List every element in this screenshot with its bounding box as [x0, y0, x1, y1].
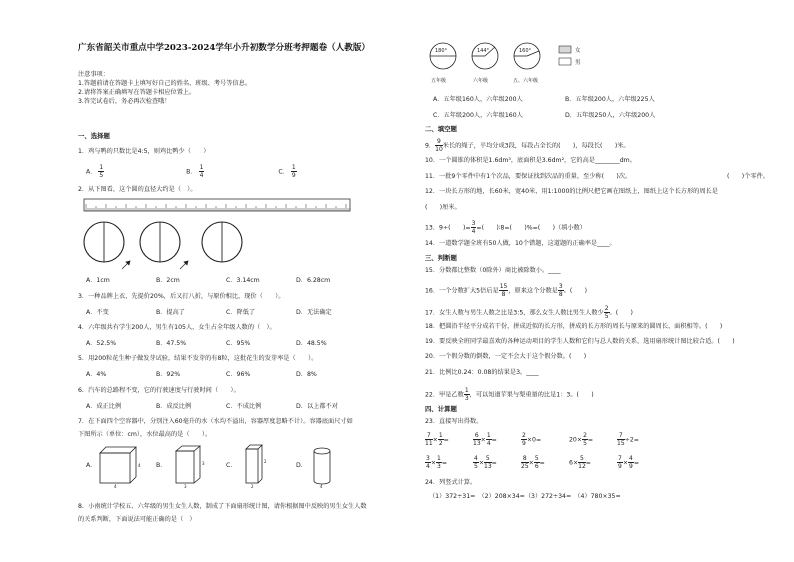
- option: C．3.14cm: [226, 277, 260, 284]
- question-20: 20．一个假分数的倒数，一定不会大于这个假分数。( ): [425, 353, 587, 360]
- calc-item: $\frac{7}{11}$ × $\frac{1}{2}$ =: [425, 432, 449, 447]
- option: D．: [296, 462, 307, 469]
- section-calc: 四、计算题: [425, 405, 457, 413]
- option: D．以上都不对: [296, 403, 338, 410]
- pie-angle-label: 160°: [519, 48, 532, 54]
- fraction: $\frac{3}{8}$: [558, 283, 563, 298]
- fraction: $\frac{5}{12}$: [578, 455, 586, 470]
- fraction: $\frac{4}{9}$: [629, 455, 633, 470]
- calc-item: 20× $\frac{2}{5}$ =: [569, 432, 594, 447]
- option-c-label: C．: [278, 168, 289, 176]
- fraction: $\frac{1}{2}$: [438, 432, 443, 447]
- fraction: $\frac{6}{13}$: [473, 432, 481, 447]
- fraction: $\frac{1}{5}$: [99, 164, 104, 179]
- q8-option: B．五年级200人，六年级225人: [565, 96, 655, 103]
- calc-row: [425, 432, 665, 450]
- question-5: 5．用200粒花生种子做发芽试验，结果不发芽的有8粒，这批花生的发芽率是（ ）。: [78, 355, 318, 362]
- question-23: 23．直接写出得数。: [425, 418, 483, 425]
- legend-female-swatch: [559, 46, 571, 53]
- fraction: $\frac{2}{9}$: [522, 432, 526, 447]
- calc-item: $\frac{8}{25}$ × $\frac{5}{6}$ =: [521, 455, 545, 470]
- question-17: 17．女生人数与男生人数之比是3:5，那么女生人数比男生人数少 $\frac{2}{5}$ 。( ): [425, 305, 633, 320]
- legend-female-label: 女: [575, 48, 581, 54]
- question-3: 3．一种品牌上衣，先提价20%，后又打八折，与原价相比，现价（ ）。: [78, 293, 285, 300]
- fraction: $\frac{1}{4}$: [486, 432, 491, 447]
- svg-text:2: 2: [251, 484, 254, 489]
- ruler-circles-figure: [82, 197, 354, 273]
- pie-caption: 六年级: [473, 78, 489, 84]
- pie-angle-label: 180°: [435, 48, 448, 54]
- question-24-items: （1）372÷31= （2）208×34=（3）272÷34= （4）780×35=: [429, 493, 621, 500]
- option: C．: [226, 462, 237, 469]
- fraction: $\frac{4}{5}$: [474, 455, 478, 470]
- fraction: $\frac{8}{25}$: [521, 455, 529, 470]
- svg-text:3: 3: [184, 484, 187, 489]
- option: B．2cm: [156, 277, 180, 284]
- calc-item: 6× $\frac{5}{12}$ =: [569, 455, 591, 470]
- fraction: $\frac{7}{11}$: [425, 432, 433, 447]
- pie-caption: 五、六年级: [513, 78, 539, 84]
- calc-item: $\frac{6}{13}$ × $\frac{1}{4}$ =: [473, 432, 497, 447]
- question-11: 11．一批9个零件中有1个次品，要保证找到次品的重量，至少称( )次。: [425, 173, 632, 180]
- calc-item: $\frac{7}{9}$ × $\frac{4}{9}$ =: [618, 455, 640, 470]
- cuboid-icon: [246, 445, 262, 483]
- svg-text:3: 3: [202, 461, 205, 466]
- question-8-cont: 的关系判断，下面说法可能正确的是（ ）: [78, 516, 196, 523]
- fraction: $\frac{3}{4}$: [426, 455, 430, 470]
- pie-caption: 五年级: [431, 78, 447, 84]
- option: C．不成比例: [226, 403, 262, 410]
- notes-heading: 注意事项：: [78, 71, 109, 78]
- option: D．8%: [296, 371, 317, 378]
- calc-row: [425, 455, 665, 473]
- option: A．: [86, 462, 97, 469]
- fraction: $\frac{15}{8}$: [499, 283, 508, 298]
- question-1: 1．鸡与鸭的只数比是4:5，则鸡比鸭少（ ）: [78, 148, 210, 155]
- fraction: $\frac{1}{9}$: [291, 164, 296, 179]
- question-6: 6．汽车的总路程不变，它的行驶速度与行驶时间（ ）。: [78, 387, 240, 394]
- question-19: 19．要反映全班同学最喜欢的各种运动项目的学生人数和它们与总人数的关系，选用扇形统计图比较合适。( ): [425, 338, 735, 345]
- option: D．48.5%: [296, 340, 327, 347]
- q8-option: A．五年级160人，六年级200人: [433, 96, 523, 103]
- calc-item: $\frac{2}{9}$ ×0=: [522, 432, 542, 447]
- fraction: $\frac{1}{4}$: [199, 164, 204, 179]
- fraction: $\frac{1}{3}$: [437, 455, 441, 470]
- question-2: 2．从下图看，这个圆的直径大约是（ ）。: [78, 186, 197, 193]
- q8-option: C．五年级200人，六年级160人: [433, 112, 523, 119]
- notes-item: 1.答题前请在答题卡上填写好自己的姓名、班级、考号等信息。: [78, 80, 251, 87]
- legend-male-swatch: [559, 58, 571, 65]
- pie-angle-label: 144°: [477, 48, 490, 54]
- option: C．96%: [226, 371, 251, 378]
- question-1-options: [86, 164, 297, 179]
- section-fill: 二、填空题: [425, 125, 457, 133]
- section-choice: 一、选择题: [78, 132, 110, 140]
- option: A．4%: [86, 371, 107, 378]
- section-judge: 三、判断题: [425, 254, 457, 262]
- question-22: 22．甲是乙数 $\frac{1}{3}$ ，可以知道苹果与梨重量的比是1：3。( ): [425, 387, 594, 402]
- cuboid-icon: [100, 447, 136, 483]
- calc-item: $\frac{4}{5}$ × $\frac{5}{13}$ =: [474, 455, 497, 470]
- notes-item: 3.答完试卷后，务必再次检查哦！: [78, 98, 171, 105]
- calc-item: $\frac{7}{15}$ ÷2=: [617, 432, 639, 447]
- calc-item: $\frac{3}{4}$ × $\frac{1}{3}$ =: [426, 455, 448, 470]
- question-24: 24．列竖式计算。: [425, 479, 477, 486]
- question-13: 13．9÷( )= $\frac{3}{4}$ =( )∶8=( )%=( )（填小数）: [425, 220, 586, 235]
- option: B．成反比例: [156, 403, 192, 410]
- question-11-tail: ( )个零件。: [727, 173, 769, 180]
- question-10: 10．一个圆锥的体积是1.6dm³，底面积是3.6dm²，它的高是________dm。: [425, 157, 636, 164]
- q8-option: D．五年级250人，六年级200人: [565, 112, 656, 119]
- option: B．: [156, 462, 167, 469]
- question-9: 9． $\frac{9}{10}$ 米长的绳子，平均分成3段，每段占全长的( )，每段长( )米。: [425, 138, 630, 153]
- question-21: 21．比例比0.24：0.08的结果是3。____: [425, 369, 539, 376]
- question-12: 12．一块长方形的地，长60米，宽40米，用1:1000的比例尺把它画在图纸上，图纸上这个长方形的周长是: [425, 188, 718, 195]
- option: A．不变: [86, 309, 109, 316]
- page-title: 广东省韶关市重点中学2023-2024学年小升初数学分班考押题卷（人教版）: [78, 43, 371, 53]
- question-16: 16．一个分数扩大5倍后是 $\frac{15}{8}$ ，原来这个分数是 $\frac{3}{8}$ 。( ): [425, 283, 588, 298]
- cylinder-icon: [314, 448, 330, 484]
- fraction: $\frac{9}{10}$: [435, 138, 443, 153]
- option: C．95%: [226, 340, 251, 347]
- question-18: 18．把圆沿半径平分成若干份，拼成近似的长方形，拼成的长方形的周长与原来的圆周长、面积相等。( ): [425, 323, 723, 330]
- svg-text:4: 4: [114, 484, 117, 489]
- question-8: 8．小南统计学校五、六年级的男生女生人数，制成了下面扇形统计图，请你根据图中反映的男生女生人数: [78, 503, 367, 510]
- cuboid-icon: [176, 446, 200, 483]
- option: B．提高了: [156, 309, 185, 316]
- svg-text:4: 4: [138, 463, 141, 468]
- option: C．降低了: [226, 309, 256, 316]
- fraction: $\frac{7}{15}$: [617, 432, 625, 447]
- question-7-cont: 下图所示（单位：cm），水位最高的是（ ）。: [78, 431, 212, 438]
- fraction: $\frac{5}{13}$: [484, 455, 492, 470]
- question-15: 15．分数都比整数（0除外）商比被除数小。____: [425, 267, 561, 274]
- question-7: 7．在下面四个空容器中，分别注入60毫升的水（水均不溢出，容器厚度忽略不计）。容器底面尺寸如: [78, 418, 353, 425]
- fraction: $\frac{2}{5}$: [604, 305, 609, 320]
- question-14: 14．一道数学题全班有50人做，10个错题，这道题的正确率是____。: [425, 240, 616, 247]
- fraction: $\frac{7}{9}$: [618, 455, 622, 470]
- option: A．成正比例: [86, 403, 122, 410]
- option-b-label: B．: [186, 168, 197, 176]
- question-12-cont: ( )厘米。: [425, 204, 461, 211]
- fraction: $\frac{3}{4}$: [471, 220, 476, 235]
- fraction: $\frac{5}{6}$: [534, 455, 539, 470]
- fraction: $\frac{1}{3}$: [464, 387, 469, 402]
- option: A．52.5%: [86, 340, 117, 347]
- svg-text:2: 2: [264, 459, 267, 464]
- pie-charts-figure: [429, 40, 609, 88]
- option: B．92%: [156, 371, 181, 378]
- option: D．6.28cm: [296, 277, 331, 284]
- option-a-label: A．: [86, 168, 97, 176]
- containers-figure: [96, 443, 356, 489]
- option: A．1cm: [86, 277, 110, 284]
- fraction: $\frac{2}{5}$: [583, 432, 587, 447]
- svg-text:4: 4: [320, 484, 323, 489]
- option: D．无法确定: [296, 309, 332, 316]
- option: B．47.5%: [156, 340, 187, 347]
- notes-item: 2.请将答案正确填写在答题卡相应位置上。: [78, 89, 196, 96]
- legend-male-label: 男: [575, 60, 581, 66]
- question-4: 4．六年级共有学生200人，男生有105人，女生占全年级人数的（ ）。: [78, 324, 276, 331]
